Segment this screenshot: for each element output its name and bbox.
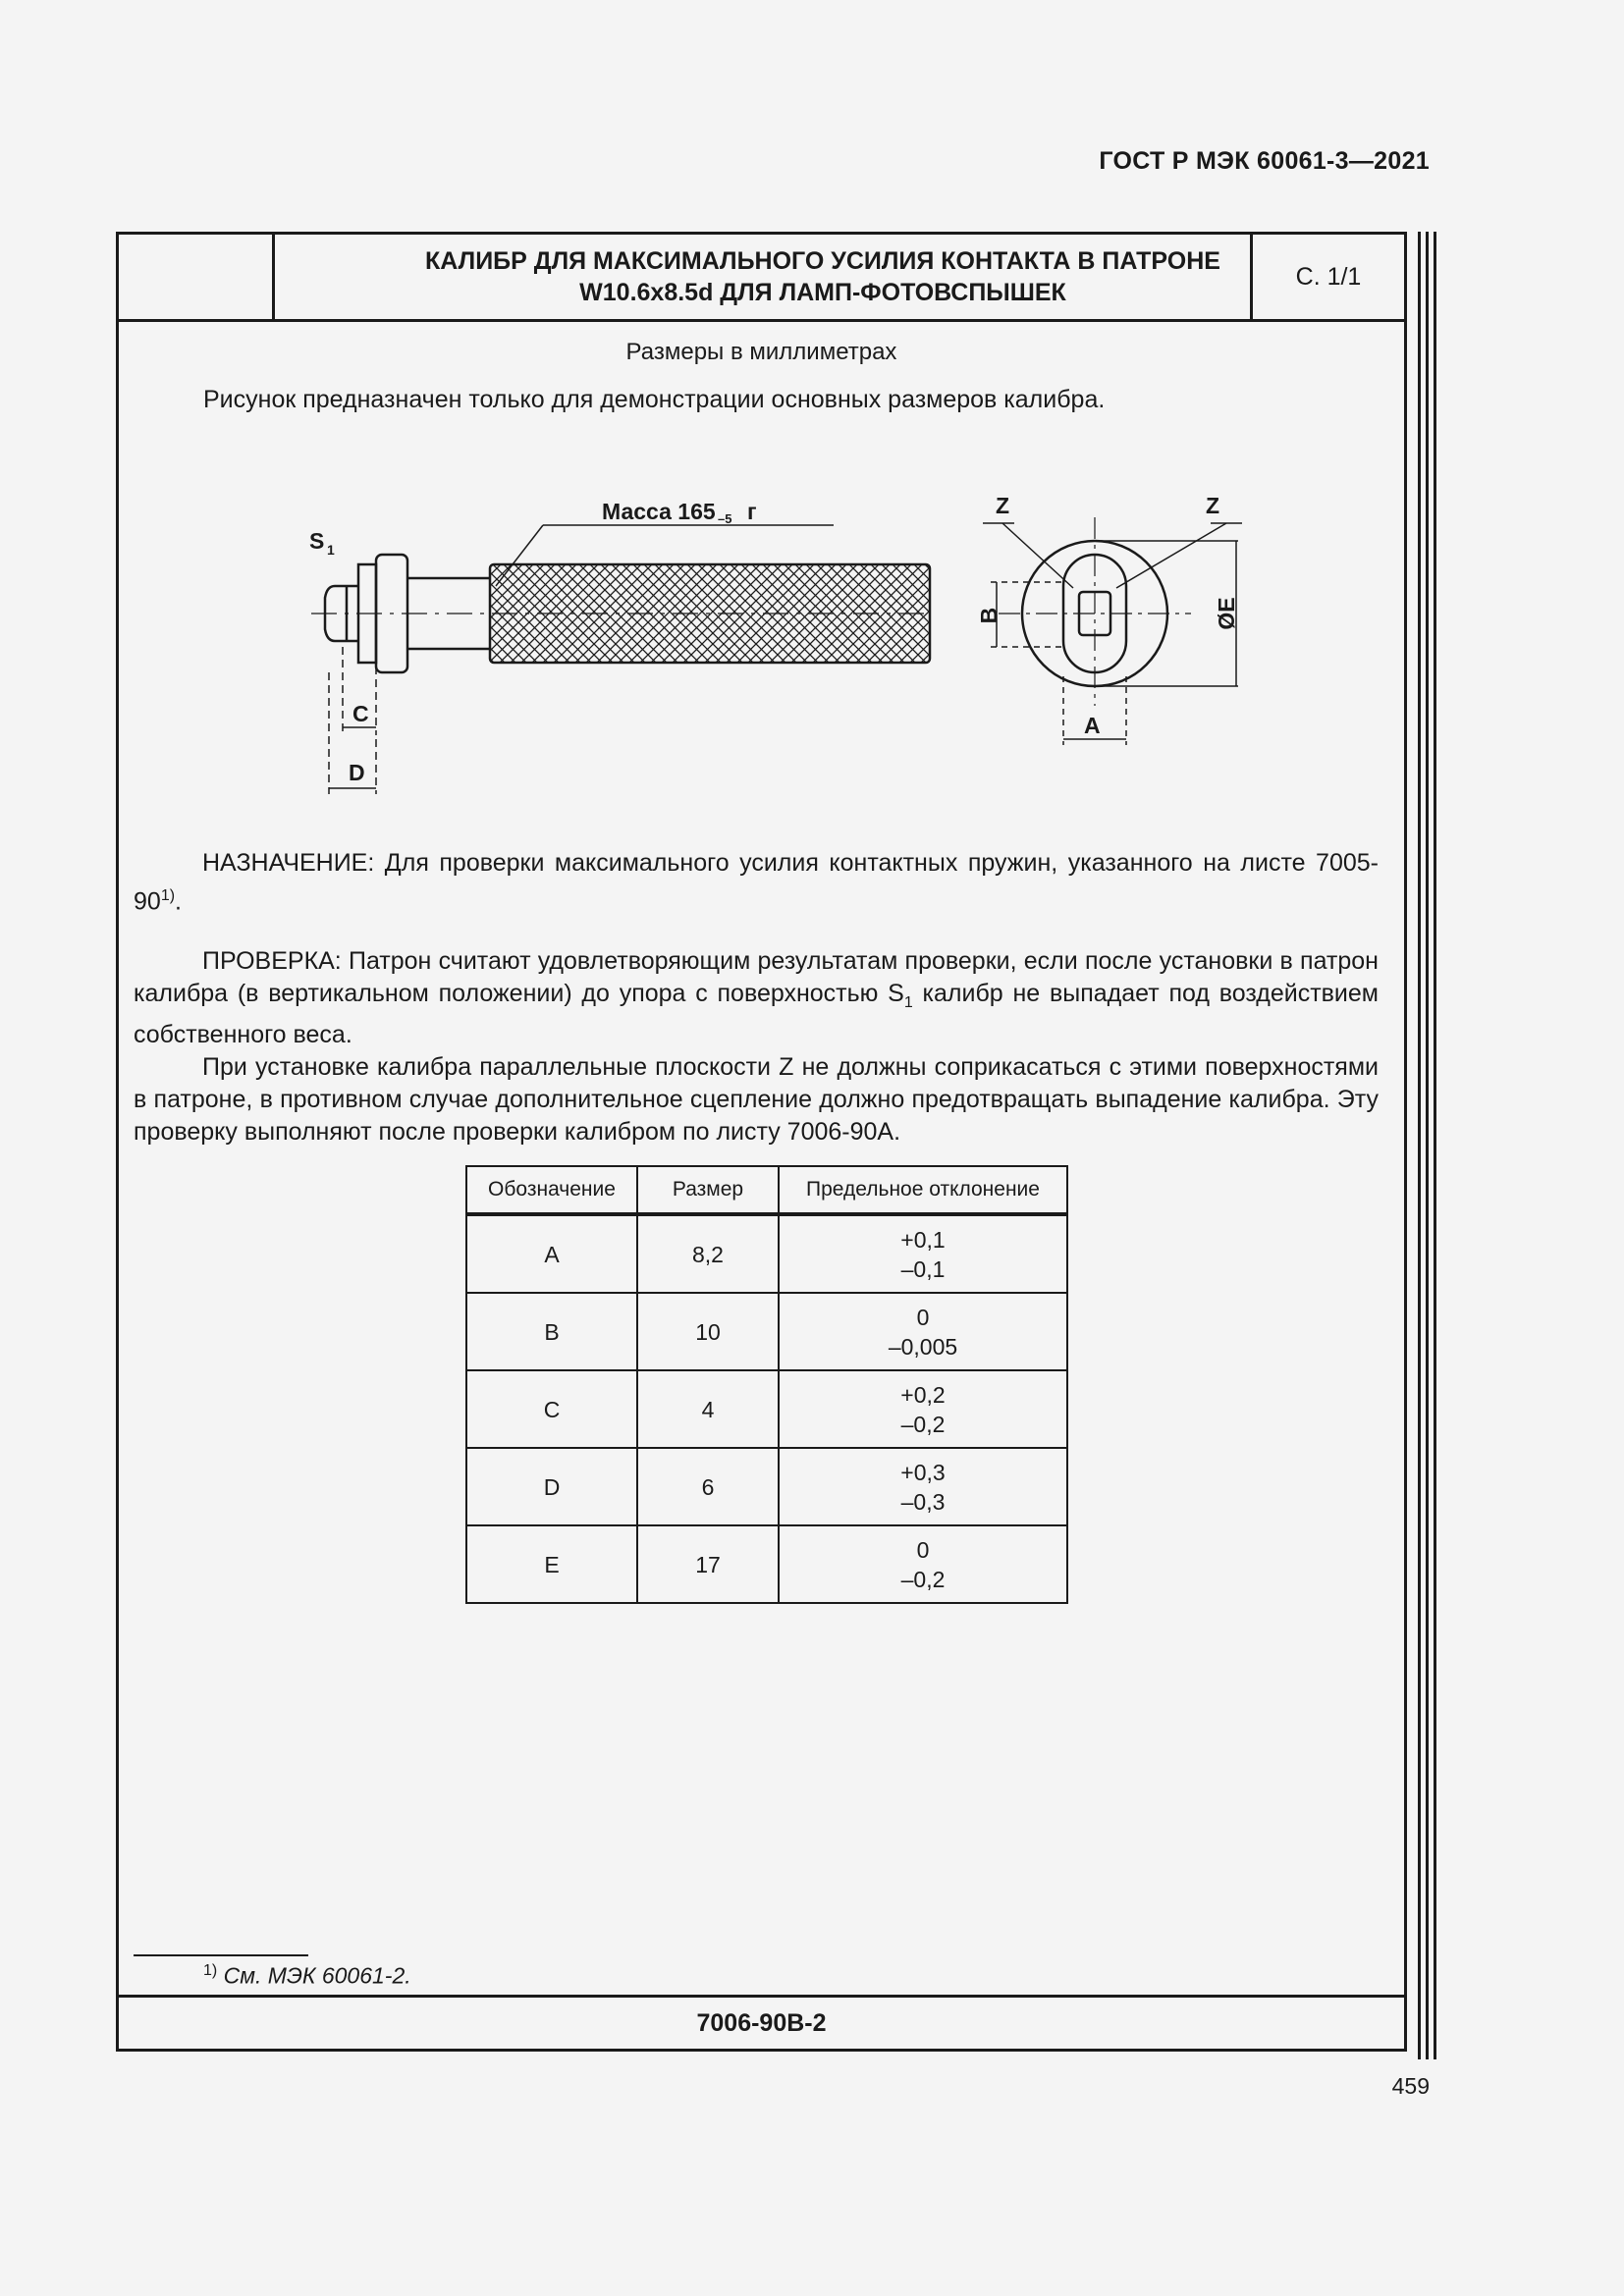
footnote-marker: 1)	[203, 1962, 218, 1979]
sheet-title-line: КАЛИБР ДЛЯ МАКСИМАЛЬНОГО УСИЛИЯ КОНТАКТА В ПАТРОНЕ	[425, 247, 1220, 275]
designation-cell: A	[466, 1214, 637, 1293]
footnote	[203, 1962, 411, 1990]
footnote-text: См. МЭК 60061-2.	[217, 1962, 411, 1989]
sheet-header	[119, 235, 1404, 322]
deviation-lower: –0,3	[900, 1488, 946, 1515]
size-cell: 6	[637, 1448, 779, 1525]
deviation-lower: –0,2	[900, 1566, 946, 1592]
check-text-end: калибр не выпадает под воздействием собственного веса.	[134, 980, 1379, 1048]
data-sheet	[116, 232, 1407, 2052]
table-row	[466, 1293, 1067, 1370]
designation-cell: B	[466, 1293, 637, 1370]
designation-cell: E	[466, 1525, 637, 1603]
designation-cell: D	[466, 1448, 637, 1525]
table-header: Предельное отклонение	[779, 1166, 1067, 1214]
label-b: B	[976, 607, 1001, 624]
margin-rule	[1418, 232, 1421, 2059]
install-text: При установке калибра параллельные плоскости Z не должны соприкасаться с этими поверхностями в патроне, в противном случае дополнительное сцепление должно предотвращать выпадение калибра. Эту проверку выполняют после проверки калибром по листу 7006-90A.	[134, 1053, 1379, 1146]
deviation-cell	[779, 1214, 1067, 1293]
size-cell: 17	[637, 1525, 779, 1603]
header-blank-cell	[119, 235, 275, 319]
label-c: C	[352, 701, 369, 726]
figure-note: Рисунок предназначен только для демонстрации основных размеров калибра.	[203, 386, 1106, 413]
deviation-cell	[779, 1370, 1067, 1448]
mass-tolerance: –5	[718, 511, 732, 526]
deviation-lower: –0,2	[900, 1411, 946, 1437]
size-cell: 10	[637, 1293, 779, 1370]
deviation-cell	[779, 1293, 1067, 1370]
deviation-upper: 0	[916, 1304, 930, 1330]
sheet-title-line: W10.6x8.5d ДЛЯ ЛАМП-ФОТОВСПЫШЕК	[579, 279, 1066, 306]
sheet-title	[275, 235, 1371, 319]
page-number: 459	[1391, 2073, 1430, 2099]
check-subscript: 1	[903, 994, 913, 1011]
footnote-rule	[134, 1954, 308, 1956]
purpose-text: НАЗНАЧЕНИЕ: Для проверки максимального усилия контактных пружин, указанного на листе 7005-90	[134, 849, 1379, 916]
table-header: Размер	[637, 1166, 779, 1214]
purpose-footnote-ref: 1)	[160, 887, 176, 904]
sheet-code: 7006-90B-2	[119, 1995, 1404, 2049]
label-s: S	[309, 528, 325, 554]
size-cell: 8,2	[637, 1214, 779, 1293]
purpose-paragraph	[134, 847, 1379, 918]
deviation-cell	[779, 1448, 1067, 1525]
margin-rule	[1434, 232, 1436, 2059]
table-header: Обозначение	[466, 1166, 637, 1214]
deviation-lower: –0,005	[888, 1333, 958, 1360]
margin-rule	[1426, 232, 1429, 2059]
label-z-right: Z	[1206, 493, 1220, 518]
deviation-upper: 0	[916, 1536, 930, 1563]
check-paragraph	[134, 945, 1379, 1148]
tolerance-table	[465, 1165, 1068, 1604]
size-cell: 4	[637, 1370, 779, 1448]
label-a: A	[1084, 713, 1101, 738]
deviation-lower: –0,1	[900, 1255, 946, 1282]
table-row	[466, 1448, 1067, 1525]
deviation-upper: +0,2	[900, 1381, 946, 1408]
label-z-left: Z	[996, 493, 1010, 518]
check-text: ПРОВЕРКА: Патрон считают удовлетворяющим результатам проверки, если после установки в патрон калибра (в вертикальном положении) до упора с поверхностью S	[134, 947, 1379, 1007]
label-s-sub: 1	[327, 542, 335, 558]
deviation-upper: +0,3	[900, 1459, 946, 1485]
table-row	[466, 1370, 1067, 1448]
table-row	[466, 1525, 1067, 1603]
sheet-page-label: С. 1/1	[1250, 235, 1404, 319]
knurled-handle	[490, 564, 930, 663]
mass-unit: г	[747, 499, 757, 524]
table-row	[466, 1214, 1067, 1293]
deviation-upper: +0,1	[900, 1226, 946, 1253]
deviation-cell	[779, 1525, 1067, 1603]
label-d: D	[349, 760, 365, 785]
dimensions-note: Размеры в миллиметрах	[625, 339, 897, 365]
designation-cell: C	[466, 1370, 637, 1448]
standard-id: ГОСТ Р МЭК 60061-3—2021	[1099, 147, 1430, 175]
purpose-end: .	[175, 887, 182, 916]
mass-label: Масса 165	[602, 499, 716, 524]
label-e: ØE	[1214, 597, 1239, 630]
